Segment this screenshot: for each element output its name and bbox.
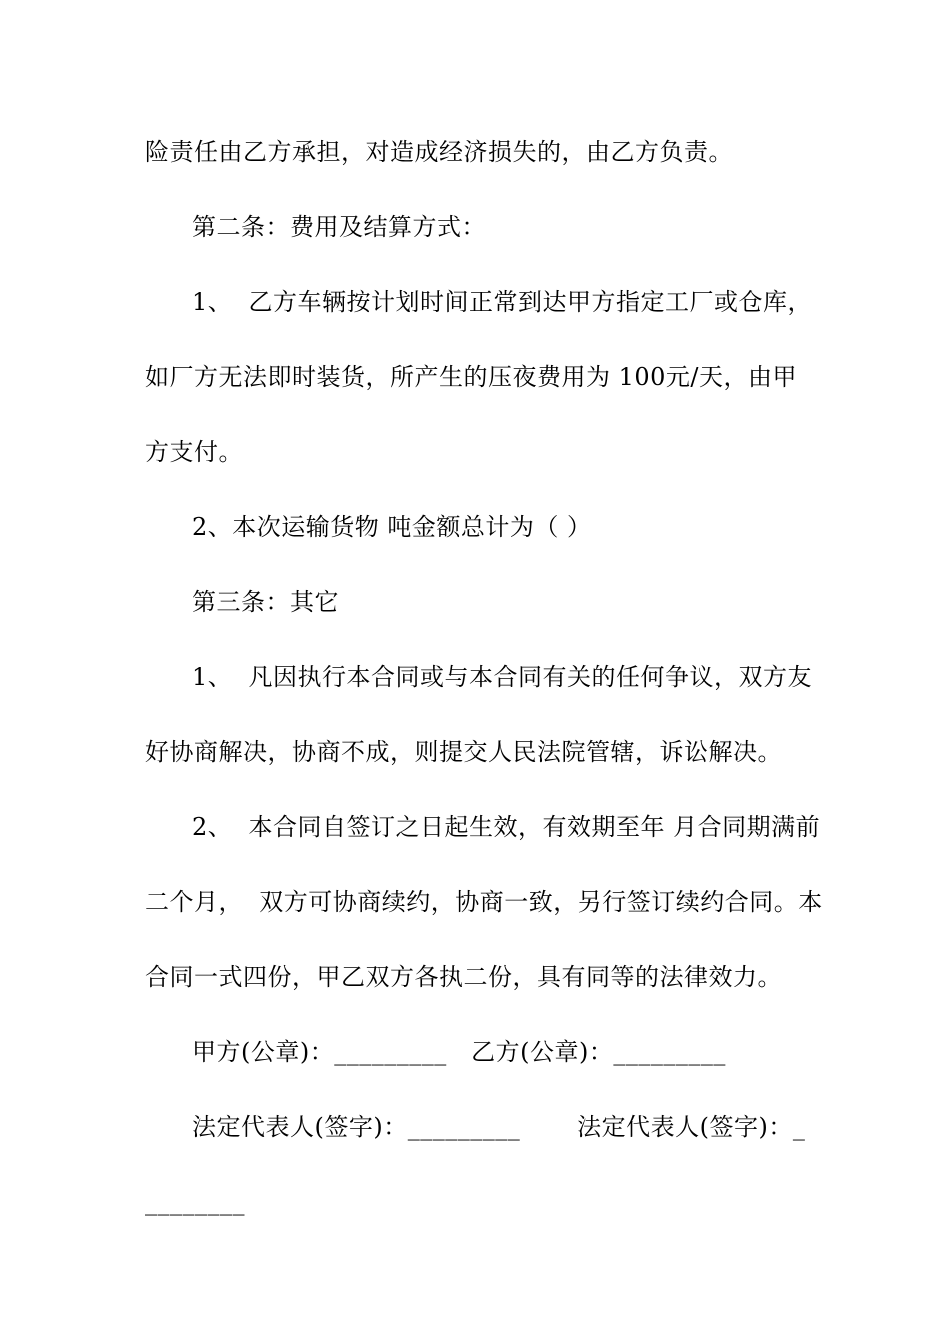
clause-line: 2、 本合同自签订之日起生效，有效期至年 月合同期满前 <box>192 813 821 841</box>
clause-line: 如厂方无法即时装货，所产生的压夜费用为 100元/天，由甲 <box>145 363 798 391</box>
clause-line: 2、本次运输货物 吨金额总计为（ ） <box>192 513 592 541</box>
clause-line: 1、 凡因执行本合同或与本合同有关的任何争议，双方友 <box>192 663 813 691</box>
clause-line: 合同一式四份，甲乙双方各执二份，具有同等的法律效力。 <box>145 963 782 991</box>
clause-line: 1、 乙方车辆按计划时间正常到达甲方指定工厂或仓库， <box>192 288 813 316</box>
signature-blank-continuation: ________ <box>145 1188 245 1216</box>
representative-signature-line: 法定代表人(签字)：_________ 法定代表人(签字)：_ <box>192 1113 806 1141</box>
clause-line: 好协商解决，协商不成，则提交人民法院管辖，诉讼解决。 <box>145 738 782 766</box>
clause-line: 方支付。 <box>145 438 243 466</box>
paragraph-line: 险责任由乙方承担，对造成经济损失的，由乙方负责。 <box>145 138 733 166</box>
seal-signature-line: 甲方(公章)：_________ 乙方(公章)：_________ <box>192 1038 726 1066</box>
clause-line: 二个月， 双方可协商续约，协商一致，另行签订续约合同。本 <box>145 888 823 916</box>
section-heading-3: 第三条：其它 <box>192 588 339 616</box>
section-heading-2: 第二条：费用及结算方式： <box>192 213 486 241</box>
